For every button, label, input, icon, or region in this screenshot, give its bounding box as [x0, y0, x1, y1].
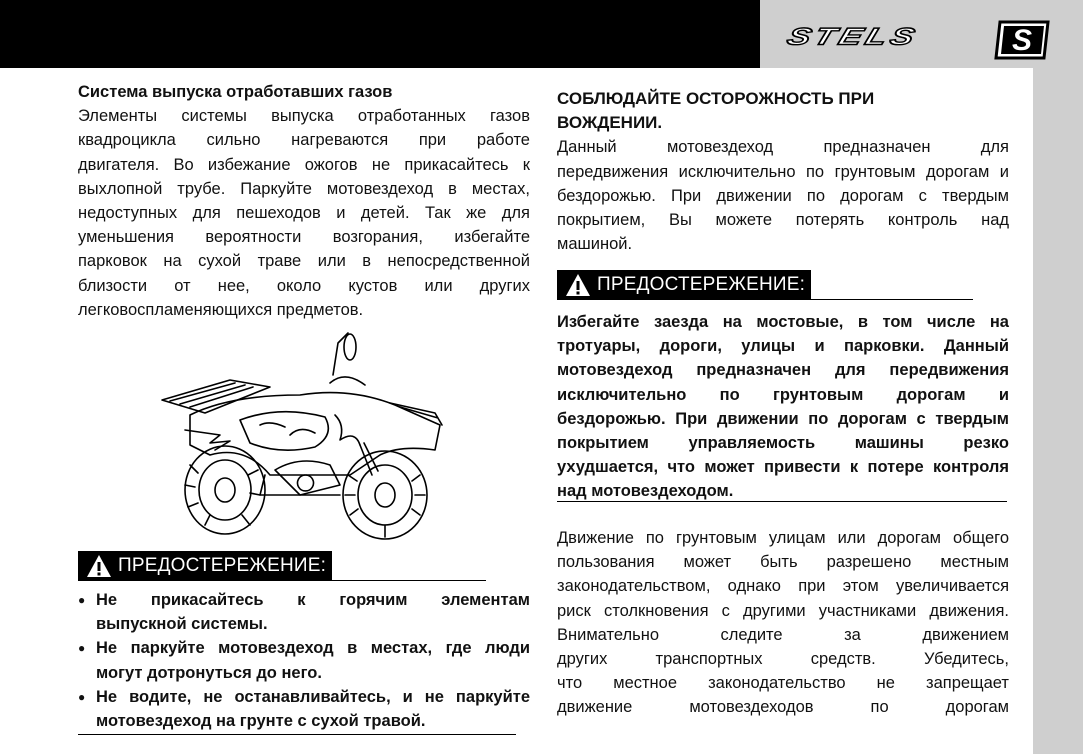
left-heading: Система выпуска отработавших газов [78, 83, 393, 101]
bullet-line: могут дотронуться до него. [96, 663, 322, 682]
paragraph-line: недоступных для пешеходов и детей. Так же для [78, 204, 530, 223]
paragraph-line: пользования может быть разрешено местным [557, 553, 1009, 572]
left-warning-header [78, 551, 486, 581]
bullet-line: Не водите, не останавливайтесь, и не паркуйте [96, 687, 530, 706]
paragraph-line: законодательством, однако при этом увеличивается [557, 577, 1009, 596]
paragraph-line: легковоспламеняющихся предметов. [78, 300, 364, 319]
warning-line: мотовездеход предназначен для передвижения [557, 361, 1009, 380]
warning-line: над мотовездеходом. [557, 482, 734, 501]
right-paragraph [557, 135, 1009, 256]
bullet-line: мотовездеход на грунте с сухой травой. [96, 712, 426, 731]
right-heading [557, 87, 1009, 135]
left-warning-underline [332, 551, 486, 581]
right-bottom-paragraph [557, 526, 1009, 720]
bullet-text [96, 685, 530, 733]
brand-logo-letter: S [1011, 24, 1033, 57]
page-side-tab [1033, 68, 1083, 754]
paragraph-line: уменьшения вероятности возгорания, избегайте [78, 228, 530, 247]
right-warning-label: ПРЕДОСТЕРЕЖЕНИЕ: [597, 274, 806, 295]
warning-bullet-item [78, 636, 530, 684]
bullet-marker: ● [78, 641, 86, 656]
bullet-line: выпускной системы. [96, 615, 268, 634]
paragraph-line: движение мотовездеходов по дорогам [557, 698, 1009, 717]
brand-logo-text: STELS [783, 23, 922, 51]
bullet-marker: ● [78, 593, 86, 607]
warning-line: тротуары, дороги, улицы и парковки. Данный [557, 337, 1009, 356]
bullet-text [96, 588, 530, 636]
warning-line: исключительно по грунтовым дорогам и [557, 385, 1009, 404]
paragraph-line: машиной. [557, 235, 633, 254]
heading-line: ВОЖДЕНИИ. [557, 113, 663, 133]
bullet-line: Не прикасайтесь к горячим элементам [96, 591, 530, 609]
paragraph-line: двигателя. Во избежание ожогов не прикасайтесь к [78, 155, 530, 174]
right-warning-bottom-rule [557, 501, 1007, 502]
paragraph-line: что местное законодательство не запрещает [557, 674, 1009, 693]
left-column [78, 80, 530, 322]
warning-bullet-item [78, 685, 530, 733]
warning-line: покрытием управляемость машины резко [557, 434, 1009, 453]
paragraph-line: квадроцикла сильно нагреваются при работе [78, 131, 530, 150]
paragraph-line: выхлопной трубе. Паркуйте мотовездеход в местах, [78, 179, 530, 198]
header-black-bar [0, 0, 760, 68]
right-warning-text [557, 310, 1009, 504]
warning-line: бездорожью. При движении по дорогам с твердым [557, 409, 1009, 428]
bullet-line: Не паркуйте мотовездеход в местах, где люди [96, 639, 530, 658]
left-warning-box [78, 551, 332, 581]
paragraph-line: близости от нее, около кустов или других [78, 276, 530, 295]
warning-triangle-icon [565, 273, 591, 297]
left-bottom-rule [78, 734, 516, 735]
left-paragraph [78, 104, 530, 322]
heading-line: СОБЛЮДАЙТЕ ОСТОРОЖНОСТЬ ПРИ [557, 89, 875, 108]
warning-bullet-item [78, 588, 530, 636]
paragraph-line: покрытием, Вы можете потерять контроль над [557, 211, 1009, 230]
warning-line: ухудшается, что может привести к потере контроля [557, 458, 1009, 477]
paragraph-line: Внимательно следите за движением [557, 625, 1009, 644]
right-warning-box [557, 270, 811, 300]
paragraph-line: Движение по грунтовым улицам или дорогам общего [557, 529, 1009, 547]
paragraph-line: бездорожью. При движении по дорогам с твердым [557, 186, 1009, 205]
bullet-text [96, 636, 530, 684]
left-warning-label: ПРЕДОСТЕРЕЖЕНИЕ: [118, 555, 327, 576]
paragraph-line: передвижения исключительно по грунтовым дорогам и [557, 162, 1009, 181]
warning-triangle-icon [86, 554, 112, 578]
paragraph-line: парковок на сухой траве или в непосредственной [78, 252, 530, 271]
atv-illustration [150, 325, 460, 540]
paragraph-line: риск столкновения с другими участниками движения. [557, 601, 1009, 620]
right-warning-header [557, 270, 973, 300]
paragraph-line: Элементы системы выпуска отработанных газов [78, 107, 530, 126]
bullet-marker: ● [78, 689, 86, 704]
right-column [557, 87, 1009, 256]
left-warning-bullets [78, 588, 530, 733]
right-warning-underline [811, 270, 973, 300]
paragraph-line: других транспортных средств. Убедитесь, [557, 650, 1009, 669]
brand-logo-icon [990, 18, 1054, 62]
paragraph-line: Данный мотовездеход предназначен для [557, 138, 1009, 157]
warning-line: Избегайте заезда на мостовые, в том числе на [557, 313, 1009, 331]
